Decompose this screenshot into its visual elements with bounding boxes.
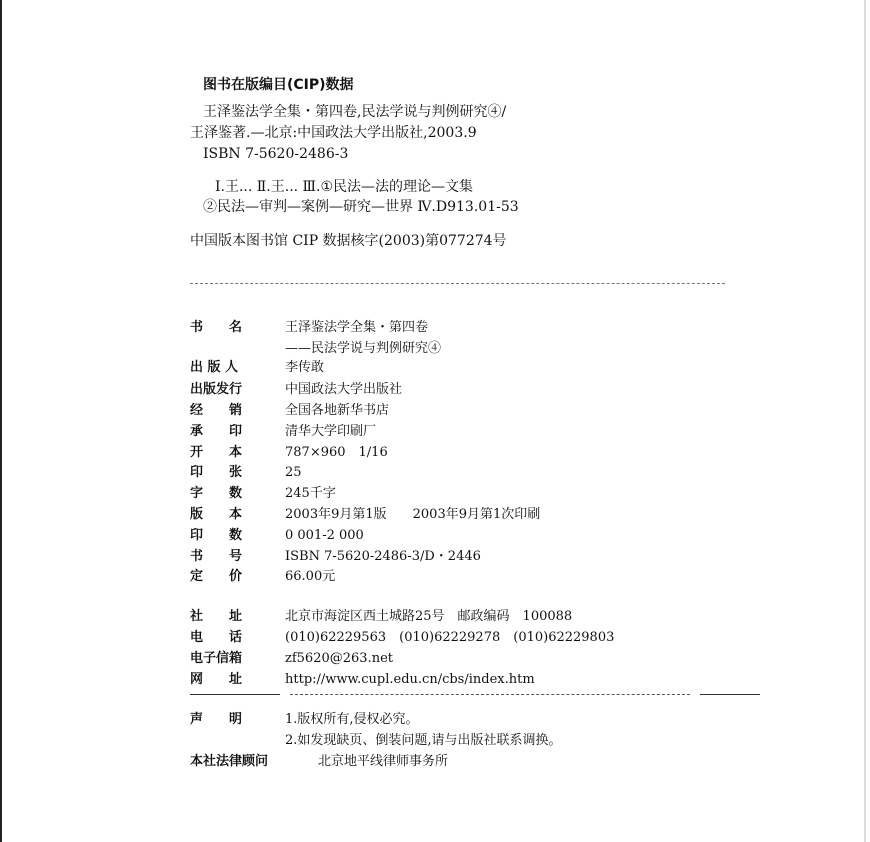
- detail-label-distribution: 出版发行: [190, 382, 243, 397]
- detail-label-publisher-person: 出 版 人: [190, 360, 239, 375]
- cip-subject-line-1: Ⅰ.王... Ⅱ.王... Ⅲ.①民法—法的理论—文集: [215, 179, 474, 195]
- detail-value-price: 66.00元: [285, 569, 336, 584]
- detail-value-title: 王泽鉴法学全集・第四卷: [285, 320, 429, 335]
- detail-value-sheets: 25: [285, 465, 302, 480]
- detail-value-format: 787×960 1/16: [285, 445, 388, 460]
- cip-subject-line-2: ②民法—审判—案例—研究—世界 Ⅳ.D913.01-53: [203, 199, 519, 215]
- cip-library-line: 中国版本图书馆 CIP 数据核字(2003)第077274号: [190, 233, 507, 249]
- divider-middle-segment: [290, 694, 690, 695]
- detail-value-sales: 全国各地新华书店: [285, 403, 390, 418]
- contact-label-website: 网 址: [190, 672, 243, 687]
- page-left-edge: [0, 0, 2, 842]
- detail-label-printer: 承 印: [190, 424, 243, 439]
- detail-label-price: 定 价: [190, 569, 243, 584]
- statement-item-2: 2.如发现缺页、倒装问题,请与出版社联系调换。: [285, 733, 562, 748]
- statement-item-1: 1.版权所有,侵权必究。: [285, 712, 419, 727]
- detail-value-book-number: ISBN 7-5620-2486-3/D・2446: [285, 549, 481, 564]
- detail-label-print-run: 印 数: [190, 528, 243, 543]
- detail-value-word-count: 245千字: [285, 486, 336, 501]
- legal-counsel-label: 本社法律顾问: [190, 754, 269, 769]
- contact-value-address: 北京市海淀区西土城路25号 邮政编码 100088: [285, 609, 573, 624]
- contact-value-website: http://www.cupl.edu.cn/cbs/index.htm: [285, 672, 535, 687]
- contact-value-email: zf5620@263.net: [285, 651, 393, 666]
- detail-value-print-run: 0 001-2 000: [285, 528, 364, 543]
- contact-label-email: 电子信箱: [190, 651, 243, 666]
- cip-heading: 图书在版编目(CIP)数据: [203, 77, 354, 93]
- cip-publication-line: 王泽鉴著.—北京:中国政法大学出版社,2003.9: [190, 125, 477, 141]
- detail-value-distribution: 中国政法大学出版社: [285, 382, 403, 397]
- contact-value-phone: (010)62229563 (010)62229278 (010)62229803: [285, 630, 615, 645]
- detail-value-edition: 2003年9月第1版 2003年9月第1次印刷: [285, 507, 541, 522]
- contact-label-phone: 电 话: [190, 630, 243, 645]
- detail-label-book-number: 书 号: [190, 549, 243, 564]
- divider-right-segment: [700, 694, 760, 695]
- detail-value-printer: 清华大学印刷厂: [285, 424, 377, 439]
- detail-label-sales: 经 销: [190, 403, 243, 418]
- detail-label-sheets: 印 张: [190, 465, 243, 480]
- statement-label: 声 明: [190, 712, 243, 727]
- contact-label-address: 社 址: [190, 609, 243, 624]
- detail-label-edition: 版 本: [190, 507, 243, 522]
- page-right-edge: [864, 0, 866, 842]
- cip-isbn-line: ISBN 7-5620-2486-3: [203, 146, 349, 162]
- detail-value-subtitle: ——民法学说与判例研究④: [285, 341, 442, 356]
- detail-label-title: 书 名: [190, 320, 243, 335]
- dashed-divider: [190, 283, 725, 284]
- divider-left-segment: [190, 694, 280, 695]
- detail-label-word-count: 字 数: [190, 486, 243, 501]
- detail-value-publisher-person: 李传敢: [285, 360, 325, 375]
- detail-label-format: 开 本: [190, 445, 243, 460]
- legal-counsel-value: 北京地平线律师事务所: [318, 754, 449, 769]
- cip-title-line: 王泽鉴法学全集・第四卷,民法学说与判例研究④/: [203, 104, 507, 120]
